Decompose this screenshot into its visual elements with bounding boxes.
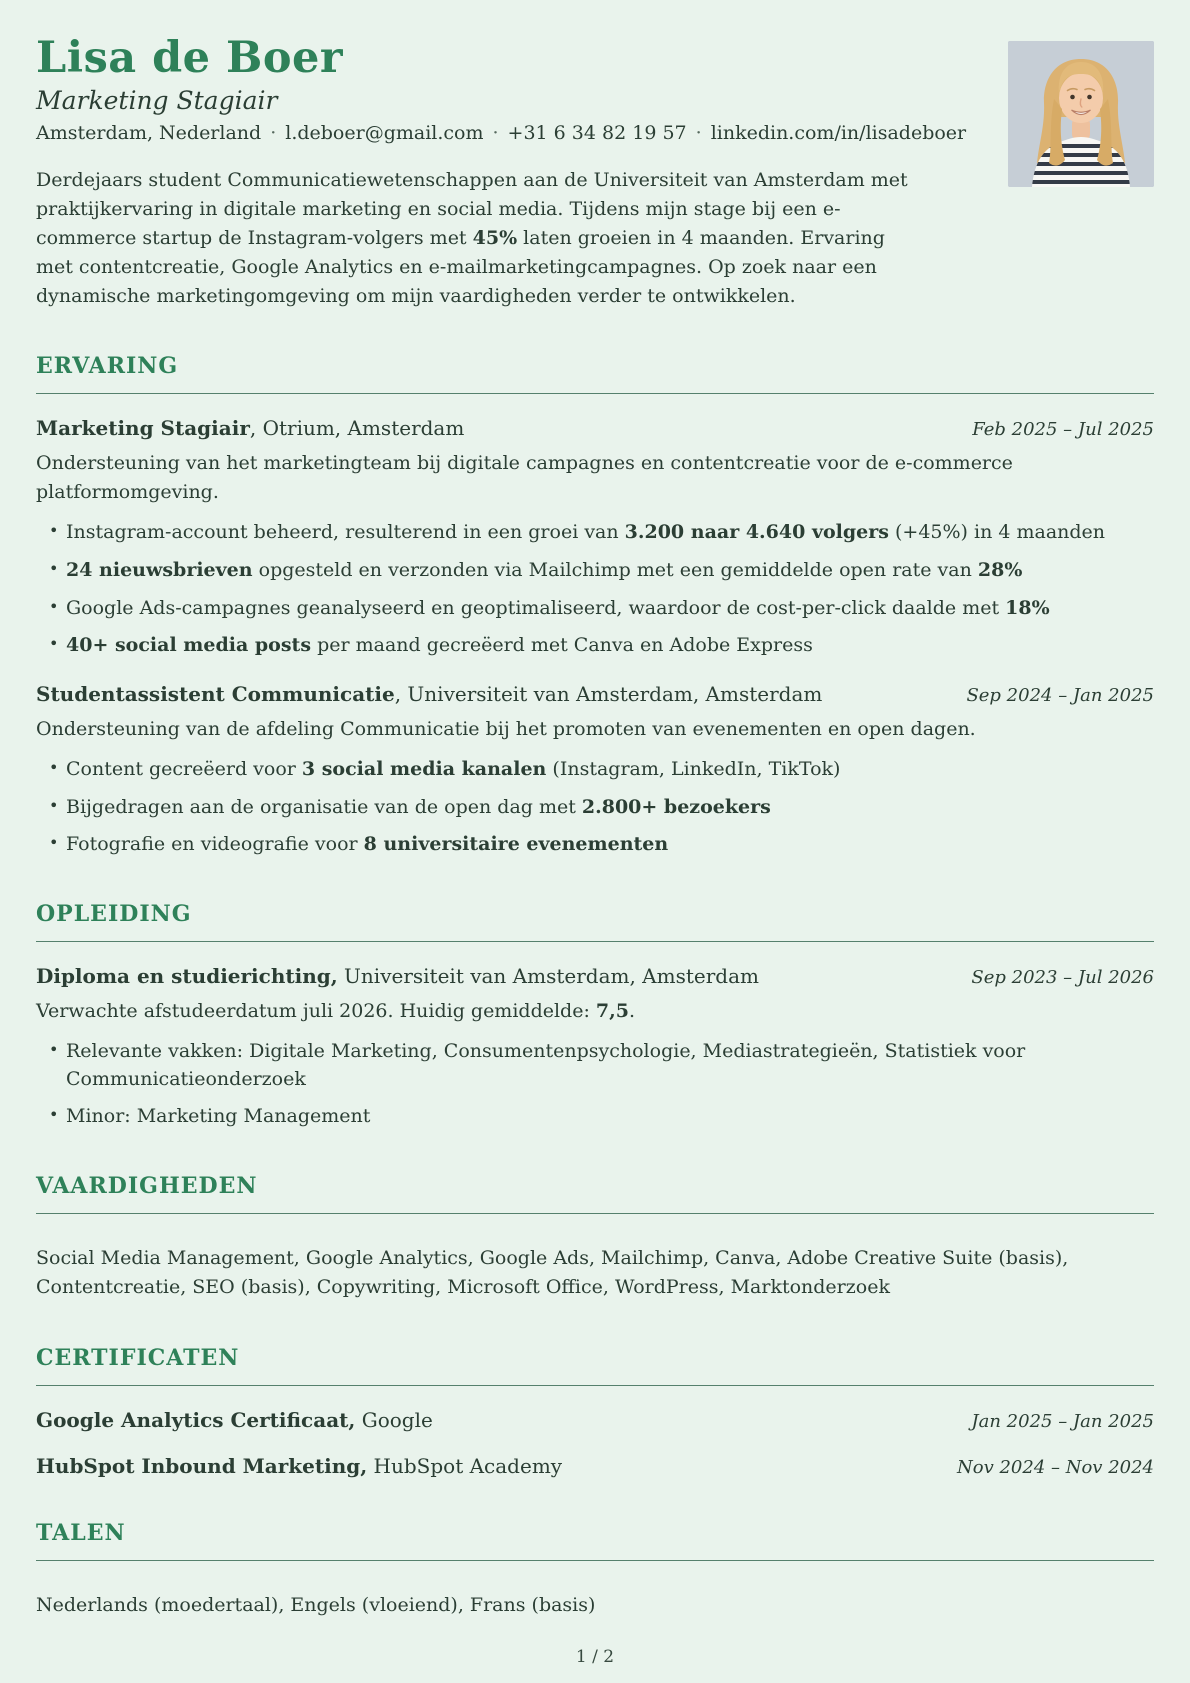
entry-head xyxy=(36,682,1154,706)
entry-company: , Otrium, Amsterdam xyxy=(249,416,465,441)
section-opleiding xyxy=(36,901,1154,1131)
bullet-item: • Instagram-account beheerd, resulterend in een groei van 3.200 naar 4.640 volgers (+45%) in 4 maanden xyxy=(66,519,1154,547)
entry-title xyxy=(36,964,759,988)
contact-separator: · xyxy=(492,122,499,145)
entry-bullets xyxy=(36,756,1154,859)
contact-line xyxy=(36,122,986,144)
bullet-item: • Relevante vakken: Digitale Marketing, Consumentenpsychologie, Mediastrategieën, Statistiek voor Communicatieonderzoek xyxy=(66,1038,1154,1093)
entry-date: Sep 2024 – Jan 2025 xyxy=(966,684,1154,706)
contact-email: l.deboer@gmail.com xyxy=(285,122,484,145)
bullet-item: • Minor: Marketing Management xyxy=(66,1103,1154,1131)
contact-linkedin: linkedin.com/in/lisadeboer xyxy=(710,122,967,145)
bullet-item: • Fotografie en videografie voor 8 universitaire evenementen xyxy=(66,831,1154,859)
contact-separator: · xyxy=(270,122,277,145)
section-heading-vaardigheden: VAARDIGHEDEN xyxy=(36,1173,1154,1214)
entry-description: Verwachte afstudeerdatum juli 2026. Huidig gemiddelde: 7,5. xyxy=(36,999,636,1022)
profile-photo-illustration xyxy=(1008,41,1154,187)
bullet-item: • 24 nieuwsbrieven opgesteld en verzonden via Mailchimp met een gemiddelde open rate van 28% xyxy=(66,557,1154,585)
entry-title xyxy=(36,416,464,440)
entry-bullets xyxy=(36,519,1154,659)
section-certificaten xyxy=(36,1345,1154,1478)
section-heading-ervaring: ERVARING xyxy=(36,353,1154,394)
entry-title xyxy=(36,682,822,706)
entry-school: Universiteit van Amsterdam, Amsterdam xyxy=(337,963,759,988)
entry-head xyxy=(36,416,1154,440)
entry-role: Studentassistent Communicatie xyxy=(36,681,395,706)
bullet-item: • Bijgedragen aan de organisatie van de open dag met 2.800+ bezoekers xyxy=(66,794,1154,822)
section-vaardigheden xyxy=(36,1173,1154,1303)
experience-entry-1 xyxy=(36,416,1154,659)
entry-role: Marketing Stagiair xyxy=(36,416,250,441)
section-ervaring xyxy=(36,353,1154,858)
entry-company: , Universiteit van Amsterdam, Amsterdam xyxy=(394,681,823,706)
certificate-title xyxy=(36,1408,433,1432)
profile-summary: Derdejaars student Communicatiewetenschappen aan de Universiteit van Amsterdam met praktijkervaring in digitale marketing en social media. Tijdens mijn stage bij een e-commerce startup de Instagram-volgers met 45% laten groeien in 4 maanden. Ervaring met contentcreatie, Google Analytics en e-mailmarketingcampagnes. Op zoek naar een dynamische marketingomgeving om mijn vaardigheden verder te ontwikkelen. xyxy=(36,169,908,308)
entry-head xyxy=(36,964,1154,988)
certificate-row-1 xyxy=(36,1408,1154,1432)
entry-date: Sep 2023 – Jul 2026 xyxy=(971,966,1154,988)
bullet-item: • Content gecreëerd voor 3 social media kanalen (Instagram, LinkedIn, TikTok) xyxy=(66,756,1154,784)
certificate-date: Nov 2024 – Nov 2024 xyxy=(956,1456,1154,1478)
page-number: 1 / 2 xyxy=(575,1647,615,1667)
education-entry xyxy=(36,964,1154,1131)
section-heading-certificaten: CERTIFICATEN xyxy=(36,1345,1154,1386)
skills-text: Social Media Management, Google Analytics, Google Ads, Mailchimp, Canva, Adobe Creative Suite (basis), Contentcreatie, SEO (basis), Copywriting, Microsoft Office, WordPress, Marktonderzoek xyxy=(36,1246,1069,1299)
entry-description: Ondersteuning van de afdeling Communicatie bij het promoten van evenementen en open dagen. xyxy=(36,717,976,740)
contact-location: Amsterdam, Nederland xyxy=(36,122,262,145)
contact-separator: · xyxy=(695,122,702,145)
entry-description: Ondersteuning van het marketingteam bij digitale campagnes en contentcreatie voor de e-commerce platformomgeving. xyxy=(36,452,1013,503)
person-name: Lisa de Boer xyxy=(36,33,344,83)
certificate-date: Jan 2025 – Jan 2025 xyxy=(971,1410,1154,1432)
header xyxy=(36,34,1154,144)
languages-text: Nederlands (moedertaal), Engels (vloeiend), Frans (basis) xyxy=(36,1593,596,1616)
bullet-item: • Google Ads-campagnes geanalyseerd en geoptimaliseerd, waardoor de cost-per-click daalde met 18% xyxy=(66,595,1154,623)
entry-bullets xyxy=(36,1038,1154,1131)
section-heading-talen: TALEN xyxy=(36,1520,1154,1561)
experience-entry-2 xyxy=(36,682,1154,859)
certificate-name: Google Analytics Certificaat, xyxy=(36,1407,356,1432)
profile-photo xyxy=(1008,41,1154,187)
section-heading-opleiding: OPLEIDING xyxy=(36,901,1154,942)
bullet-item: • 40+ social media posts per maand gecreëerd met Canva en Adobe Express xyxy=(66,632,1154,660)
section-talen xyxy=(36,1520,1154,1620)
certificate-row-2 xyxy=(36,1454,1154,1478)
entry-degree: Diploma en studierichting, xyxy=(36,963,338,988)
certificate-name: HubSpot Inbound Marketing, xyxy=(36,1453,368,1478)
entry-date: Feb 2025 – Jul 2025 xyxy=(972,419,1154,441)
certificate-issuer: HubSpot Academy xyxy=(367,1453,563,1478)
certificate-title xyxy=(36,1454,562,1478)
certificate-issuer: Google xyxy=(355,1407,433,1432)
job-title: Marketing Stagiair xyxy=(36,86,278,116)
contact-phone: +31 6 34 82 19 57 xyxy=(507,122,687,145)
